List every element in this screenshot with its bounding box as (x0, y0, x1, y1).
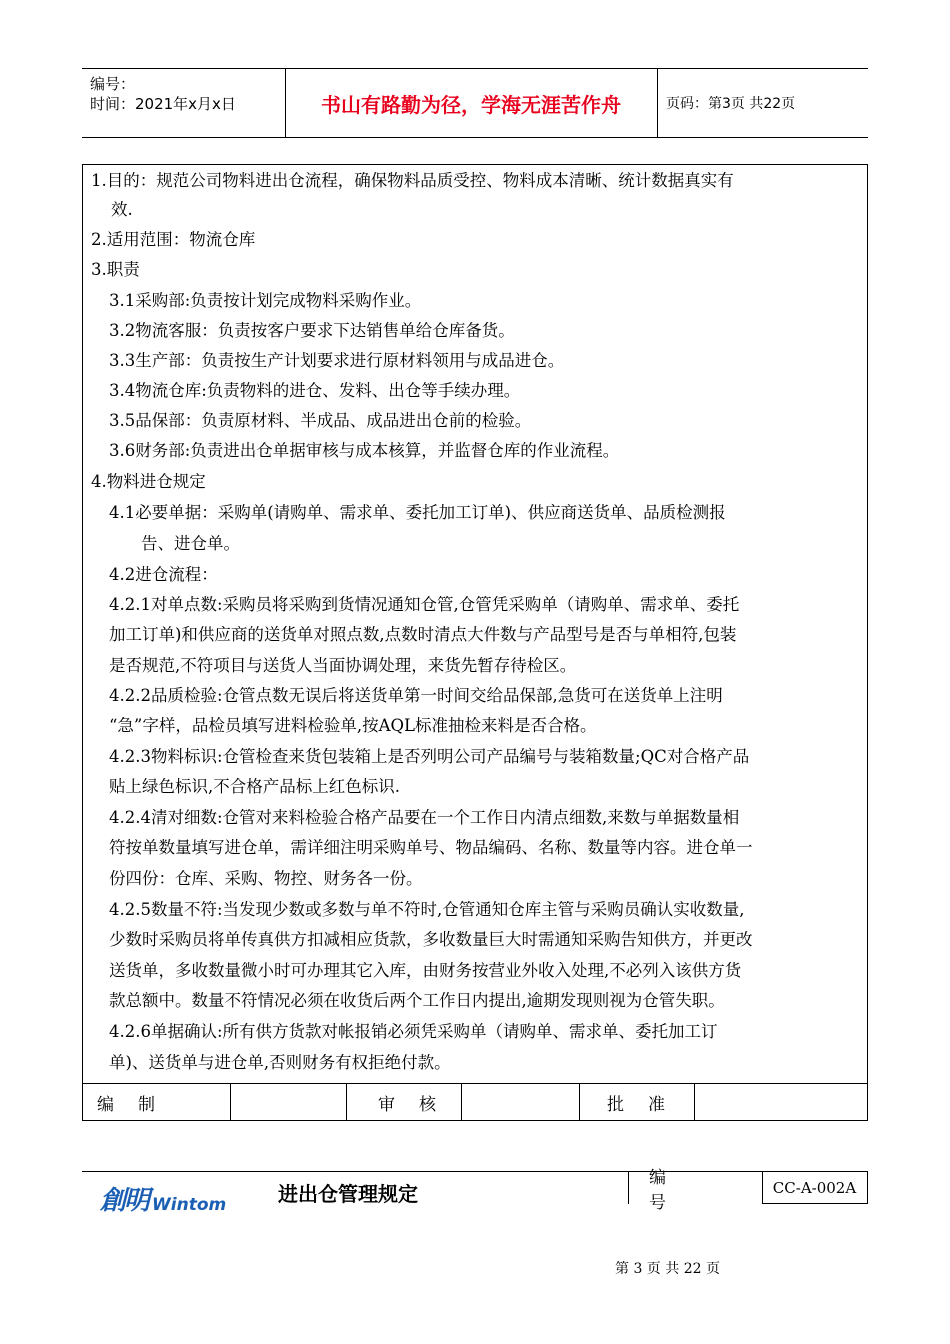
approve-field[interactable] (695, 1084, 867, 1120)
number-label: 编号： (90, 75, 136, 93)
body-line: 4.2.2品质检验:仓管点数无误后将送货单第一时间交给品保部,急货可在送货单上注明 (109, 686, 723, 705)
body-line: 效. (111, 200, 133, 219)
signature-row (82, 1083, 868, 1121)
body-line: 3.5品保部：负责原材料、半成品、成品进出仓前的检验。 (109, 411, 532, 430)
body-line: 3.1采购部:负责按计划完成物料采购作业。 (109, 291, 422, 310)
compile-label: 编制 (83, 1084, 231, 1120)
review-label: 审核 (346, 1084, 462, 1120)
body-line: 份四份：仓库、采购、物控、财务各一份。 (109, 869, 423, 888)
approve-label: 批准 (579, 1084, 695, 1120)
body-line: 加工订单)和供应商的送货单对照点数,点数时清点大件数与产品型号是否与单相符,包装 (109, 625, 737, 644)
page-header (82, 68, 868, 138)
body-line: 4.2.3物料标识:仓管检查来货包装箱上是否列明公司产品编号与装箱数量;QC对合格产品 (109, 747, 750, 766)
slogan: 书山有路勤为径，学海无涯苦作舟 (285, 69, 658, 137)
body-line: 送货单，多收数量微小时可办理其它入库，由财务按营业外收入处理,不必列入该供方货 (109, 961, 742, 980)
review-field[interactable] (462, 1084, 580, 1120)
body-line: 告、进仓单。 (141, 534, 240, 553)
body-line: 4.2进仓流程： (109, 565, 218, 584)
body-line: 3.3生产部：负责按生产计划要求进行原材料领用与成品进仓。 (109, 351, 565, 370)
body-line: 3.4物流仓库:负责物料的进仓、发料、出仓等手续办理。 (109, 381, 521, 400)
body-line: 2.适用范围：物流仓库 (91, 230, 256, 249)
body-line: 3.6财务部:负责进出仓单据审核与成本核算，并监督仓库的作业流程。 (109, 441, 620, 460)
body-line: 单)、送货单与进仓单,否则财务有权拒绝付款。 (109, 1053, 451, 1072)
body-line: 4.2.5数量不符:当发现少数或多数与单不符时,仓管通知仓库主管与采购员确认实收数量, (109, 900, 745, 919)
body-line: 是否规范,不符项目与送货人当面协调处理，来货先暂存待检区。 (109, 656, 577, 675)
body-line: 贴上绿色标识,不合格产品标上红色标识. (109, 777, 400, 796)
body-line: 1.目的：规范公司物料进出仓流程，确保物料品质受控、物料成本清晰、统计数据真实有 (91, 171, 734, 190)
body-line: “急”字样，品检员填写进料检验单,按AQL标准抽检来料是否合格。 (109, 716, 597, 735)
body-line: 3.职责 (91, 260, 140, 279)
logo-cn-text: 創明 (100, 1186, 149, 1216)
body-line: 4.2.4清对细数:仓管对来料检验合格产品要在一个工作日内清点细数,来数与单据数量相 (109, 808, 740, 827)
code-value: CC-A-002A (762, 1172, 868, 1204)
document-title: 进出仓管理规定 (278, 1182, 418, 1206)
date-label: 时间：2021年x月x日 (90, 95, 236, 113)
header-page-number: 页码：第3页 共22页 (666, 96, 796, 112)
page-number: 第 3 页 共 22 页 (615, 1261, 720, 1277)
body-line: 3.2物流客服：负责按客户要求下达销售单给仓库备货。 (109, 321, 515, 340)
company-logo (100, 1180, 226, 1217)
header-meta (82, 69, 286, 137)
body-line: 4.物料进仓规定 (91, 472, 206, 491)
body-line: 4.2.1对单点数:采购员将采购到货情况通知仓管,仓管凭采购单（请购单、需求单、委托 (109, 595, 740, 614)
body-line: 款总额中。数量不符情况必须在收货后两个工作日内提出,逾期发现则视为仓管失职。 (109, 991, 725, 1010)
document-footer (82, 1168, 868, 1216)
body-line: 少数时采购员将单传真供方扣减相应货款，多收数量巨大时需通知采购告知供方，并更改 (109, 930, 753, 949)
content-box (82, 164, 868, 1084)
body-line: 4.1必要单据：采购单(请购单、需求单、委托加工订单)、供应商送货单、品质检测报 (109, 503, 726, 522)
body-line: 4.2.6单据确认:所有供方货款对帐报销必须凭采购单（请购单、需求单、委托加工订 (109, 1022, 718, 1041)
logo-en-text: Wintom (152, 1195, 227, 1215)
code-label: 编号 (628, 1172, 763, 1204)
compile-field[interactable] (231, 1084, 347, 1120)
body-line: 符按单数量填写进仓单，需详细注明采购单号、物品编码、名称、数量等内容。进仓单一 (109, 838, 753, 857)
